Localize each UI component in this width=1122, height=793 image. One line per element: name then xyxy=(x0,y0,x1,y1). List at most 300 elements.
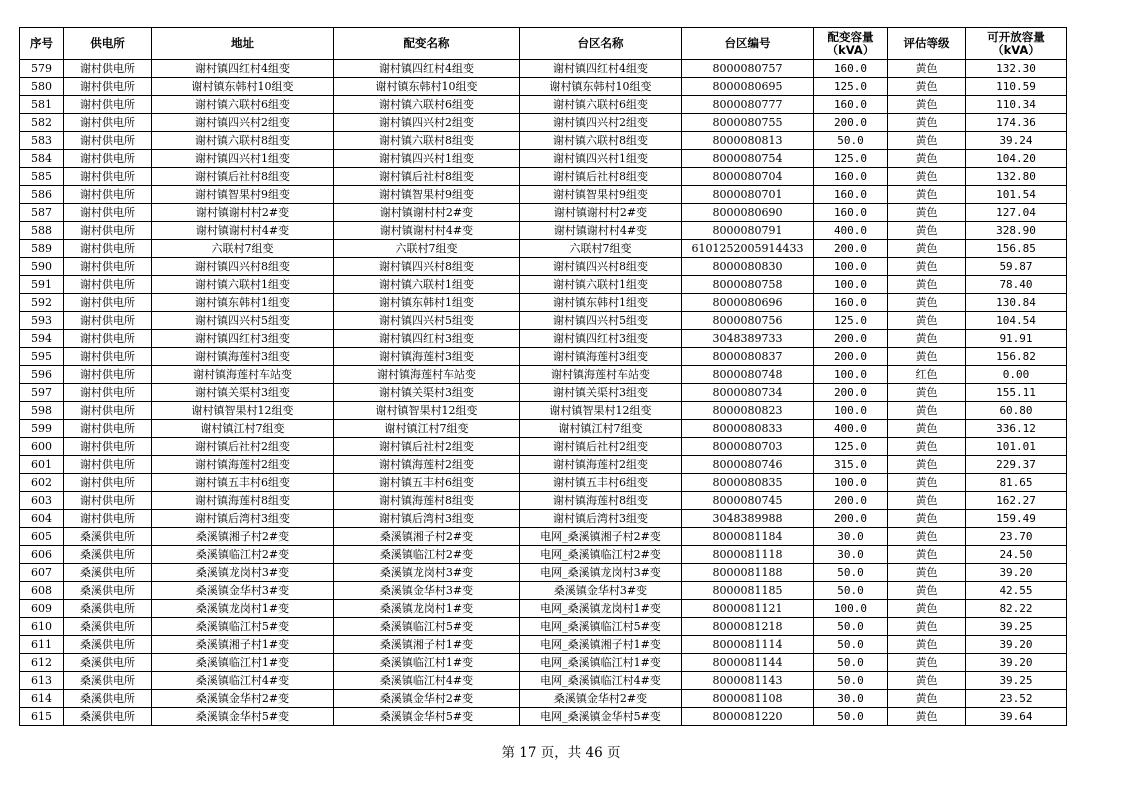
cell-district-id: 8000080830 xyxy=(682,258,814,276)
cell-open-capacity: 132.80 xyxy=(966,168,1067,186)
table-row xyxy=(20,600,1067,618)
cell-open-capacity: 156.82 xyxy=(966,348,1067,366)
cell-address: 桑溪镇临江村4#变 xyxy=(152,672,334,690)
cell-supply-station: 桑溪供电所 xyxy=(64,528,152,546)
header-district-id: 台区编号 xyxy=(682,28,814,60)
cell-address: 谢村镇四兴村2组变 xyxy=(152,114,334,132)
cell-assessment-level: 黄色 xyxy=(888,528,966,546)
cell-open-capacity: 159.49 xyxy=(966,510,1067,528)
table-row xyxy=(20,708,1067,726)
cell-district-id: 8000080748 xyxy=(682,366,814,384)
cell-district-id: 8000080835 xyxy=(682,474,814,492)
cell-district-name: 谢村镇六联村8组变 xyxy=(520,132,682,150)
cell-transformer-name: 谢村镇四兴村8组变 xyxy=(334,258,520,276)
cell-index: 596 xyxy=(20,366,64,384)
cell-index: 582 xyxy=(20,114,64,132)
cell-district-id: 8000080696 xyxy=(682,294,814,312)
table-row xyxy=(20,366,1067,384)
cell-supply-station: 谢村供电所 xyxy=(64,438,152,456)
cell-address: 谢村镇谢村村4#变 xyxy=(152,222,334,240)
cell-supply-station: 谢村供电所 xyxy=(64,384,152,402)
cell-address: 谢村镇海莲村3组变 xyxy=(152,348,334,366)
cell-assessment-level: 黄色 xyxy=(888,114,966,132)
cell-open-capacity: 59.87 xyxy=(966,258,1067,276)
cell-transformer-name: 桑溪镇临江村5#变 xyxy=(334,618,520,636)
cell-transformer-name: 谢村镇智果村12组变 xyxy=(334,402,520,420)
table-row xyxy=(20,204,1067,222)
cell-district-id: 8000080745 xyxy=(682,492,814,510)
cell-district-name: 谢村镇东韩村1组变 xyxy=(520,294,682,312)
cell-district-name: 谢村镇四兴村8组变 xyxy=(520,258,682,276)
cell-transformer-capacity: 400.0 xyxy=(814,420,888,438)
cell-district-name: 谢村镇海莲村8组变 xyxy=(520,492,682,510)
cell-assessment-level: 红色 xyxy=(888,366,966,384)
cell-assessment-level: 黄色 xyxy=(888,582,966,600)
cell-supply-station: 谢村供电所 xyxy=(64,78,152,96)
cell-supply-station: 桑溪供电所 xyxy=(64,690,152,708)
cell-district-id: 3048389733 xyxy=(682,330,814,348)
cell-transformer-capacity: 315.0 xyxy=(814,456,888,474)
table-row xyxy=(20,312,1067,330)
cell-address: 桑溪镇临江村5#变 xyxy=(152,618,334,636)
data-table-container xyxy=(19,27,1067,726)
cell-supply-station: 桑溪供电所 xyxy=(64,582,152,600)
cell-transformer-capacity: 100.0 xyxy=(814,258,888,276)
cell-transformer-capacity: 50.0 xyxy=(814,636,888,654)
cell-transformer-capacity: 200.0 xyxy=(814,240,888,258)
table-row xyxy=(20,240,1067,258)
cell-supply-station: 谢村供电所 xyxy=(64,150,152,168)
cell-address: 桑溪镇龙岗村3#变 xyxy=(152,564,334,582)
table-row xyxy=(20,60,1067,78)
cell-transformer-name: 谢村镇海莲村车站变 xyxy=(334,366,520,384)
cell-transformer-name: 谢村镇后湾村3组变 xyxy=(334,510,520,528)
cell-supply-station: 谢村供电所 xyxy=(64,348,152,366)
table-row xyxy=(20,348,1067,366)
cell-index: 594 xyxy=(20,330,64,348)
cell-district-name: 谢村镇江村7组变 xyxy=(520,420,682,438)
cell-transformer-capacity: 100.0 xyxy=(814,276,888,294)
cell-address: 谢村镇四红村4组变 xyxy=(152,60,334,78)
cell-district-name: 电网_桑溪镇临江村5#变 xyxy=(520,618,682,636)
cell-open-capacity: 110.59 xyxy=(966,78,1067,96)
cell-index: 608 xyxy=(20,582,64,600)
table-row xyxy=(20,474,1067,492)
cell-open-capacity: 162.27 xyxy=(966,492,1067,510)
cell-transformer-capacity: 30.0 xyxy=(814,690,888,708)
cell-supply-station: 谢村供电所 xyxy=(64,132,152,150)
cell-index: 603 xyxy=(20,492,64,510)
cell-transformer-name: 谢村镇四兴村5组变 xyxy=(334,312,520,330)
cell-open-capacity: 104.54 xyxy=(966,312,1067,330)
table-row xyxy=(20,546,1067,564)
header-open-capacity: 可开放容量 （kVA） xyxy=(966,28,1067,60)
cell-assessment-level: 黄色 xyxy=(888,78,966,96)
cell-open-capacity: 132.30 xyxy=(966,60,1067,78)
cell-address: 桑溪镇金华村3#变 xyxy=(152,582,334,600)
cell-supply-station: 谢村供电所 xyxy=(64,222,152,240)
cell-district-id: 8000080754 xyxy=(682,150,814,168)
cell-open-capacity: 23.52 xyxy=(966,690,1067,708)
cell-index: 607 xyxy=(20,564,64,582)
cell-address: 谢村镇智果村9组变 xyxy=(152,186,334,204)
cell-transformer-name: 谢村镇六联村6组变 xyxy=(334,96,520,114)
cell-district-name: 桑溪镇金华村2#变 xyxy=(520,690,682,708)
cell-index: 599 xyxy=(20,420,64,438)
cell-transformer-name: 桑溪镇金华村5#变 xyxy=(334,708,520,726)
cell-index: 589 xyxy=(20,240,64,258)
table-row xyxy=(20,150,1067,168)
cell-supply-station: 谢村供电所 xyxy=(64,204,152,222)
cell-transformer-name: 谢村镇六联村1组变 xyxy=(334,276,520,294)
cell-district-id: 8000080777 xyxy=(682,96,814,114)
cell-supply-station: 桑溪供电所 xyxy=(64,672,152,690)
cell-transformer-capacity: 160.0 xyxy=(814,60,888,78)
cell-transformer-capacity: 160.0 xyxy=(814,96,888,114)
cell-district-name: 电网_桑溪镇临江村4#变 xyxy=(520,672,682,690)
cell-address: 谢村镇四兴村8组变 xyxy=(152,258,334,276)
cell-district-id: 8000080758 xyxy=(682,276,814,294)
cell-index: 595 xyxy=(20,348,64,366)
cell-supply-station: 桑溪供电所 xyxy=(64,564,152,582)
cell-index: 585 xyxy=(20,168,64,186)
cell-district-name: 谢村镇六联村6组变 xyxy=(520,96,682,114)
cell-transformer-name: 谢村镇海莲村2组变 xyxy=(334,456,520,474)
cell-assessment-level: 黄色 xyxy=(888,402,966,420)
table-row xyxy=(20,330,1067,348)
cell-assessment-level: 黄色 xyxy=(888,204,966,222)
cell-district-id: 8000080813 xyxy=(682,132,814,150)
cell-transformer-name: 桑溪镇湘子村2#变 xyxy=(334,528,520,546)
cell-district-name: 谢村镇后社村2组变 xyxy=(520,438,682,456)
cell-assessment-level: 黄色 xyxy=(888,384,966,402)
cell-supply-station: 桑溪供电所 xyxy=(64,600,152,618)
cell-district-id: 8000081185 xyxy=(682,582,814,600)
cell-transformer-capacity: 30.0 xyxy=(814,528,888,546)
cell-supply-station: 谢村供电所 xyxy=(64,456,152,474)
cell-district-id: 8000080833 xyxy=(682,420,814,438)
cell-address: 谢村镇智果村12组变 xyxy=(152,402,334,420)
table-header xyxy=(20,28,1067,60)
cell-district-id: 8000081108 xyxy=(682,690,814,708)
cell-open-capacity: 60.80 xyxy=(966,402,1067,420)
cell-transformer-name: 谢村镇谢村村2#变 xyxy=(334,204,520,222)
cell-district-name: 谢村镇后社村8组变 xyxy=(520,168,682,186)
cell-transformer-capacity: 125.0 xyxy=(814,312,888,330)
table-row xyxy=(20,438,1067,456)
cell-index: 610 xyxy=(20,618,64,636)
table-row xyxy=(20,276,1067,294)
header-row xyxy=(20,28,1067,60)
cell-transformer-name: 桑溪镇临江村2#变 xyxy=(334,546,520,564)
cell-transformer-capacity: 100.0 xyxy=(814,366,888,384)
cell-district-id: 8000080757 xyxy=(682,60,814,78)
header-supply-station: 供电所 xyxy=(64,28,152,60)
table-row xyxy=(20,510,1067,528)
cell-transformer-capacity: 50.0 xyxy=(814,582,888,600)
cell-index: 598 xyxy=(20,402,64,420)
cell-district-name: 电网_桑溪镇金华村5#变 xyxy=(520,708,682,726)
cell-address: 谢村镇关渠村3组变 xyxy=(152,384,334,402)
table-row xyxy=(20,636,1067,654)
cell-transformer-capacity: 200.0 xyxy=(814,384,888,402)
cell-supply-station: 谢村供电所 xyxy=(64,186,152,204)
cell-district-name: 电网_桑溪镇临江村1#变 xyxy=(520,654,682,672)
cell-transformer-name: 桑溪镇金华村2#变 xyxy=(334,690,520,708)
table-row xyxy=(20,78,1067,96)
cell-address: 谢村镇六联村6组变 xyxy=(152,96,334,114)
cell-index: 605 xyxy=(20,528,64,546)
cell-open-capacity: 101.01 xyxy=(966,438,1067,456)
cell-district-name: 谢村镇四红村4组变 xyxy=(520,60,682,78)
cell-index: 602 xyxy=(20,474,64,492)
cell-transformer-capacity: 50.0 xyxy=(814,564,888,582)
cell-transformer-capacity: 200.0 xyxy=(814,348,888,366)
cell-address: 桑溪镇临江村2#变 xyxy=(152,546,334,564)
cell-index: 613 xyxy=(20,672,64,690)
cell-supply-station: 谢村供电所 xyxy=(64,96,152,114)
cell-transformer-capacity: 30.0 xyxy=(814,546,888,564)
cell-transformer-capacity: 125.0 xyxy=(814,438,888,456)
cell-open-capacity: 81.65 xyxy=(966,474,1067,492)
cell-assessment-level: 黄色 xyxy=(888,276,966,294)
cell-district-name: 谢村镇四兴村1组变 xyxy=(520,150,682,168)
cell-district-name: 电网_桑溪镇湘子村2#变 xyxy=(520,528,682,546)
cell-assessment-level: 黄色 xyxy=(888,240,966,258)
cell-district-id: 8000081121 xyxy=(682,600,814,618)
cell-transformer-capacity: 160.0 xyxy=(814,204,888,222)
table-row xyxy=(20,492,1067,510)
cell-transformer-capacity: 50.0 xyxy=(814,618,888,636)
cell-district-id: 8000081184 xyxy=(682,528,814,546)
cell-index: 587 xyxy=(20,204,64,222)
table-row xyxy=(20,168,1067,186)
cell-index: 588 xyxy=(20,222,64,240)
cell-index: 581 xyxy=(20,96,64,114)
cell-district-name: 谢村镇六联村1组变 xyxy=(520,276,682,294)
cell-transformer-name: 谢村镇智果村9组变 xyxy=(334,186,520,204)
cell-address: 桑溪镇湘子村2#变 xyxy=(152,528,334,546)
cell-district-name: 桑溪镇金华村3#变 xyxy=(520,582,682,600)
cell-district-name: 六联村7组变 xyxy=(520,240,682,258)
header-transformer-name: 配变名称 xyxy=(334,28,520,60)
table-row xyxy=(20,456,1067,474)
header-district-name: 台区名称 xyxy=(520,28,682,60)
cell-transformer-name: 桑溪镇临江村4#变 xyxy=(334,672,520,690)
cell-open-capacity: 39.24 xyxy=(966,132,1067,150)
header-assessment-level: 评估等级 xyxy=(888,28,966,60)
cell-supply-station: 谢村供电所 xyxy=(64,294,152,312)
cell-address: 六联村7组变 xyxy=(152,240,334,258)
table-row xyxy=(20,384,1067,402)
table-row xyxy=(20,222,1067,240)
cell-open-capacity: 104.20 xyxy=(966,150,1067,168)
cell-index: 590 xyxy=(20,258,64,276)
cell-district-id: 8000080690 xyxy=(682,204,814,222)
table-row xyxy=(20,96,1067,114)
cell-index: 615 xyxy=(20,708,64,726)
cell-district-name: 谢村镇关渠村3组变 xyxy=(520,384,682,402)
cell-district-name: 谢村镇四兴村2组变 xyxy=(520,114,682,132)
cell-index: 592 xyxy=(20,294,64,312)
cell-index: 609 xyxy=(20,600,64,618)
cell-address: 谢村镇东韩村1组变 xyxy=(152,294,334,312)
cell-supply-station: 谢村供电所 xyxy=(64,474,152,492)
cell-transformer-name: 谢村镇六联村8组变 xyxy=(334,132,520,150)
cell-open-capacity: 156.85 xyxy=(966,240,1067,258)
cell-open-capacity: 101.54 xyxy=(966,186,1067,204)
cell-index: 583 xyxy=(20,132,64,150)
cell-district-id: 8000080695 xyxy=(682,78,814,96)
header-transformer-capacity: 配变容量 （kVA） xyxy=(814,28,888,60)
cell-district-name: 谢村镇东韩村10组变 xyxy=(520,78,682,96)
cell-transformer-name: 谢村镇四兴村1组变 xyxy=(334,150,520,168)
cell-transformer-capacity: 200.0 xyxy=(814,492,888,510)
table-row xyxy=(20,258,1067,276)
cell-index: 606 xyxy=(20,546,64,564)
cell-address: 谢村镇四兴村5组变 xyxy=(152,312,334,330)
cell-assessment-level: 黄色 xyxy=(888,312,966,330)
cell-transformer-name: 桑溪镇临江村1#变 xyxy=(334,654,520,672)
cell-district-id: 8000080756 xyxy=(682,312,814,330)
cell-district-id: 8000081220 xyxy=(682,708,814,726)
cell-assessment-level: 黄色 xyxy=(888,474,966,492)
cell-district-name: 谢村镇后湾村3组变 xyxy=(520,510,682,528)
cell-supply-station: 桑溪供电所 xyxy=(64,636,152,654)
cell-transformer-name: 谢村镇江村7组变 xyxy=(334,420,520,438)
cell-supply-station: 谢村供电所 xyxy=(64,276,152,294)
cell-district-id: 8000080734 xyxy=(682,384,814,402)
table-row xyxy=(20,420,1067,438)
cell-open-capacity: 91.91 xyxy=(966,330,1067,348)
table-row xyxy=(20,132,1067,150)
table-row xyxy=(20,672,1067,690)
cell-transformer-name: 桑溪镇龙岗村3#变 xyxy=(334,564,520,582)
table-row xyxy=(20,294,1067,312)
cell-assessment-level: 黄色 xyxy=(888,600,966,618)
cell-district-name: 谢村镇谢村村2#变 xyxy=(520,204,682,222)
cell-transformer-name: 谢村镇关渠村3组变 xyxy=(334,384,520,402)
cell-index: 580 xyxy=(20,78,64,96)
cell-district-id: 8000080746 xyxy=(682,456,814,474)
cell-index: 614 xyxy=(20,690,64,708)
cell-index: 612 xyxy=(20,654,64,672)
cell-district-name: 谢村镇海莲村3组变 xyxy=(520,348,682,366)
cell-transformer-capacity: 200.0 xyxy=(814,330,888,348)
cell-district-name: 电网_桑溪镇龙岗村1#变 xyxy=(520,600,682,618)
cell-supply-station: 桑溪供电所 xyxy=(64,618,152,636)
cell-transformer-capacity: 50.0 xyxy=(814,654,888,672)
cell-supply-station: 谢村供电所 xyxy=(64,258,152,276)
cell-transformer-name: 谢村镇四兴村2组变 xyxy=(334,114,520,132)
cell-assessment-level: 黄色 xyxy=(888,492,966,510)
cell-assessment-level: 黄色 xyxy=(888,132,966,150)
cell-transformer-name: 谢村镇后社村8组变 xyxy=(334,168,520,186)
cell-index: 584 xyxy=(20,150,64,168)
cell-district-name: 谢村镇四红村3组变 xyxy=(520,330,682,348)
table-row xyxy=(20,114,1067,132)
cell-transformer-capacity: 160.0 xyxy=(814,186,888,204)
cell-district-id: 8000080703 xyxy=(682,438,814,456)
cell-address: 谢村镇四红村3组变 xyxy=(152,330,334,348)
cell-open-capacity: 155.11 xyxy=(966,384,1067,402)
cell-open-capacity: 78.40 xyxy=(966,276,1067,294)
cell-assessment-level: 黄色 xyxy=(888,708,966,726)
cell-open-capacity: 39.25 xyxy=(966,618,1067,636)
cell-assessment-level: 黄色 xyxy=(888,222,966,240)
cell-district-name: 谢村镇谢村村4#变 xyxy=(520,222,682,240)
cell-index: 593 xyxy=(20,312,64,330)
cell-open-capacity: 39.20 xyxy=(966,654,1067,672)
cell-district-name: 谢村镇四兴村5组变 xyxy=(520,312,682,330)
cell-assessment-level: 黄色 xyxy=(888,438,966,456)
cell-transformer-name: 谢村镇后社村2组变 xyxy=(334,438,520,456)
cell-index: 600 xyxy=(20,438,64,456)
cell-transformer-capacity: 200.0 xyxy=(814,114,888,132)
cell-district-name: 谢村镇智果村12组变 xyxy=(520,402,682,420)
cell-district-id: 8000081114 xyxy=(682,636,814,654)
cell-transformer-name: 六联村7组变 xyxy=(334,240,520,258)
table-row xyxy=(20,402,1067,420)
table-row xyxy=(20,582,1067,600)
cell-district-id: 8000081188 xyxy=(682,564,814,582)
cell-supply-station: 谢村供电所 xyxy=(64,510,152,528)
cell-open-capacity: 0.00 xyxy=(966,366,1067,384)
cell-supply-station: 谢村供电所 xyxy=(64,240,152,258)
table-row xyxy=(20,618,1067,636)
cell-supply-station: 谢村供电所 xyxy=(64,330,152,348)
cell-address: 谢村镇海莲村2组变 xyxy=(152,456,334,474)
cell-open-capacity: 39.20 xyxy=(966,636,1067,654)
cell-transformer-capacity: 50.0 xyxy=(814,708,888,726)
table-row xyxy=(20,654,1067,672)
cell-supply-station: 谢村供电所 xyxy=(64,60,152,78)
cell-address: 谢村镇后社村8组变 xyxy=(152,168,334,186)
cell-open-capacity: 23.70 xyxy=(966,528,1067,546)
cell-address: 谢村镇后社村2组变 xyxy=(152,438,334,456)
cell-address: 桑溪镇湘子村1#变 xyxy=(152,636,334,654)
cell-district-name: 谢村镇海莲村车站变 xyxy=(520,366,682,384)
cell-supply-station: 桑溪供电所 xyxy=(64,654,152,672)
cell-open-capacity: 42.55 xyxy=(966,582,1067,600)
cell-supply-station: 谢村供电所 xyxy=(64,366,152,384)
cell-transformer-capacity: 160.0 xyxy=(814,168,888,186)
cell-district-id: 8000080823 xyxy=(682,402,814,420)
cell-transformer-name: 谢村镇五丰村6组变 xyxy=(334,474,520,492)
cell-open-capacity: 127.04 xyxy=(966,204,1067,222)
cell-index: 604 xyxy=(20,510,64,528)
cell-address: 谢村镇海莲村8组变 xyxy=(152,492,334,510)
cell-transformer-name: 谢村镇四红村4组变 xyxy=(334,60,520,78)
cell-transformer-name: 桑溪镇金华村3#变 xyxy=(334,582,520,600)
header-address: 地址 xyxy=(152,28,334,60)
cell-transformer-capacity: 50.0 xyxy=(814,132,888,150)
cell-supply-station: 谢村供电所 xyxy=(64,402,152,420)
cell-open-capacity: 229.37 xyxy=(966,456,1067,474)
cell-district-name: 谢村镇智果村9组变 xyxy=(520,186,682,204)
cell-transformer-capacity: 100.0 xyxy=(814,474,888,492)
cell-supply-station: 谢村供电所 xyxy=(64,312,152,330)
cell-open-capacity: 24.50 xyxy=(966,546,1067,564)
cell-transformer-capacity: 100.0 xyxy=(814,402,888,420)
cell-district-id: 8000080837 xyxy=(682,348,814,366)
cell-district-id: 8000080701 xyxy=(682,186,814,204)
page-footer: 第 17 页，共 46 页 xyxy=(501,745,621,761)
cell-district-name: 谢村镇海莲村2组变 xyxy=(520,456,682,474)
cell-district-id: 3048389988 xyxy=(682,510,814,528)
cell-transformer-name: 桑溪镇龙岗村1#变 xyxy=(334,600,520,618)
cell-address: 谢村镇五丰村6组变 xyxy=(152,474,334,492)
